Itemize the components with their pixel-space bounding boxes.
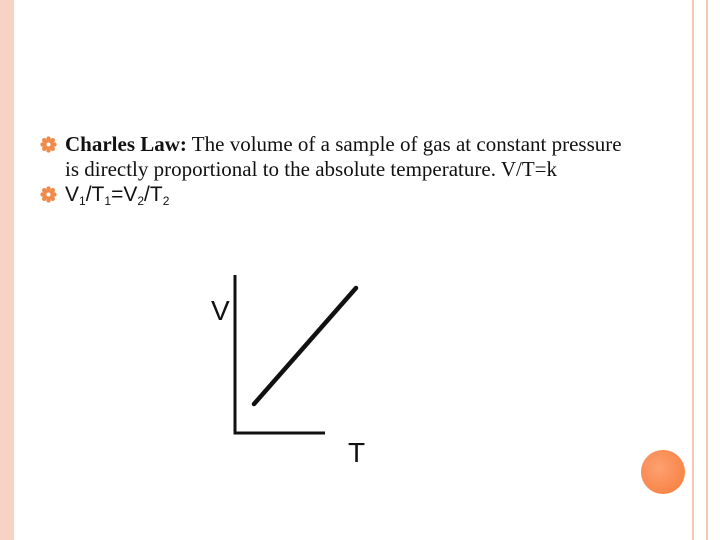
- formula-equals: =: [111, 183, 124, 206]
- slide-frame-right-line: [692, 0, 694, 540]
- bullet-term: Charles Law:: [65, 132, 187, 156]
- formula-sub4: 2: [162, 194, 170, 208]
- formula-sub1: 1: [79, 194, 86, 208]
- gear-flower-icon: [40, 186, 57, 203]
- bullet-charles-law: [40, 132, 640, 182]
- bullet-formula: [40, 182, 640, 214]
- gear-flower-icon: [40, 136, 57, 153]
- volume-temperature-graph: [200, 270, 380, 470]
- slide-frame-left: [0, 0, 14, 540]
- formula-t1: T: [91, 183, 105, 206]
- formula-v1: V: [65, 183, 80, 206]
- formula-v2: V: [123, 183, 138, 206]
- formula-sub2: 1: [104, 194, 112, 208]
- x-axis-label: T: [348, 437, 366, 468]
- formula-sub3: 2: [137, 194, 145, 208]
- slide-frame-right-line: [706, 0, 708, 540]
- y-axis-label: V: [211, 295, 230, 326]
- bullet-list: [40, 132, 640, 214]
- formula-slash: /: [85, 183, 92, 206]
- proportional-line: [254, 288, 356, 404]
- decorative-circle: [641, 450, 685, 494]
- formula: [65, 183, 169, 206]
- formula-slash: /: [144, 183, 150, 206]
- formula-t2: T: [149, 183, 163, 206]
- graph-axes: [235, 275, 325, 433]
- bullet-text: The volume of a sample of gas at constant pressure is directly proportional to the absolute temperature. V/T=k: [65, 132, 622, 181]
